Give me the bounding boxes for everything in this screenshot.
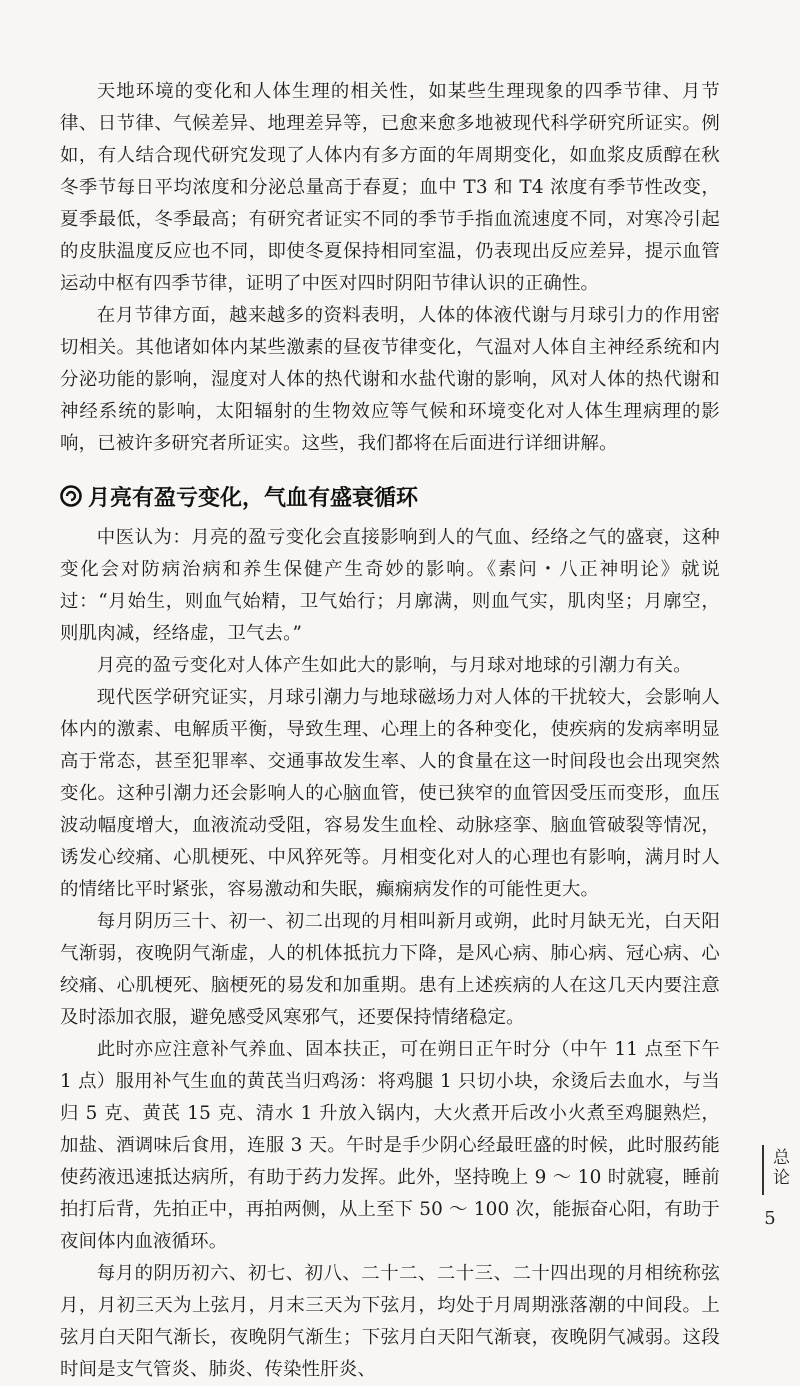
paragraph: 每月阴历三十、初一、初二出现的月相叫新月或朔，此时月缺无光，白天阳气渐弱，夜晚阴气渐虚，人的机体抵抗力下降，是风心病、肺心病、冠心病、心绞痛、心肌梗死、脑梗死的易发和加重期。患有上述疾病的人在这几天内要注意及时添加衣服，避免感受风寒邪气，还要保持情绪稳定。	[60, 911, 720, 1028]
paragraph: 中医认为：月亮的盈亏变化会直接影响到人的气血、经络之气的盛衰，这种变化会对防病治病和养生保健产生奇妙的影响。《素问・八正神明论》就说过：“月始生，则血气始精，卫气始行；月廓满，则血气实，肌肉坚；月廓空，则肌肉减，经络虚，卫气去。”	[60, 527, 720, 644]
section-heading-text: 月亮有盈亏变化，气血有盛衰循环	[88, 485, 419, 511]
side-divider	[762, 1145, 764, 1195]
paragraph: 天地环境的变化和人体生理的相关性，如某些生理现象的四季节律、月节律、日节律、气候差异、地理差异等，已愈来愈多地被现代科学研究所证实。例如，有人结合现代研究发现了人体内有多方面的年周期变化，如血浆皮质醇在秋冬季节每日平均浓度和分泌总量高于春夏；血中 T3 和 T4 浓度有季节性改变，夏季最低，冬季最高；有研究者证实不同的季节手指血流速度不同，对寒冷引起的皮肤温度反应也不同，即使冬夏保持相同室温，仍表现出反应差异，提示血管运动中枢有四季节律，证明了中医对四时阴阳节律认识的正确性。	[60, 81, 720, 294]
section-text-block	[60, 522, 720, 1386]
intro-text-block	[60, 76, 720, 460]
spiral-bullet-icon	[60, 485, 82, 507]
page-number: 5	[764, 1208, 776, 1229]
paragraph: 在月节律方面，越来越多的资料表明，人体的体液代谢与月球引力的作用密切相关。其他诸如体内某些激素的昼夜节律变化，气温对人体自主神经系统和内分泌功能的影响，湿度对人体的热代谢和水盐代谢的影响，风对人体的热代谢和神经系统的影响，太阳辐射的生物效应等气候和环境变化对人体生理病理的影响，已被许多研究者所证实。这些，我们都将在后面进行详细讲解。	[60, 305, 720, 454]
paragraph: 此时亦应注意补气养血、固本扶正，可在朔日正午时分（中午 11 点至下午 1 点）服用补气生血的黄芪当归鸡汤：将鸡腿 1 只切小块，氽烫后去血水，与当归 5 克、黄芪 15 克、清水 1 升放入锅内，大火煮开后改小火煮至鸡腿熟烂，加盐、酒调味后食用，连服 3 天。午时是手少阴心经最旺盛的时候，此时服药能使药液迅速抵达病所，有助于药力发挥。此外，坚持晚上 9 ～ 10 时就寝，睡前拍打后背，先拍正中，再拍两侧，从上至下 50 ～ 100 次，能振奋心阳，有助于夜间体内血液循环。	[60, 1039, 720, 1252]
section-heading	[60, 478, 720, 514]
paragraph: 每月的阴历初六、初七、初八、二十二、二十三、二十四出现的月相统称弦月，月初三天为上弦月，月末三天为下弦月，均处于月周期涨落潮的中间段。上弦月白天阳气渐长，夜晚阴气渐生；下弦月白天阳气渐衰，夜晚阴气减弱。这段时间是支气管炎、肺炎、传染性肝炎、	[60, 1263, 720, 1380]
running-section-tag: 总论	[769, 1148, 789, 1188]
paragraph: 现代医学研究证实，月球引潮力与地球磁场力对人体的干扰较大，会影响人体内的激素、电解质平衡，导致生理、心理上的各种变化，使疾病的发病率明显高于常态，甚至犯罪率、交通事故发生率、人的食量在这一时间段也会出现突然变化。这种引潮力还会影响人的心脑血管，使已狭窄的血管因受压而变形，血压波动幅度增大，血液流动受阻，容易发生血栓、动脉痉挛、脑血管破裂等情况，诱发心绞痛、心肌梗死、中风猝死等。月相变化对人的心理也有影响，满月时人的情绪比平时紧张，容易激动和失眠，癫痫病发作的可能性更大。	[60, 687, 720, 900]
paragraph: 月亮的盈亏变化对人体产生如此大的影响，与月球对地球的引潮力有关。	[96, 655, 692, 676]
